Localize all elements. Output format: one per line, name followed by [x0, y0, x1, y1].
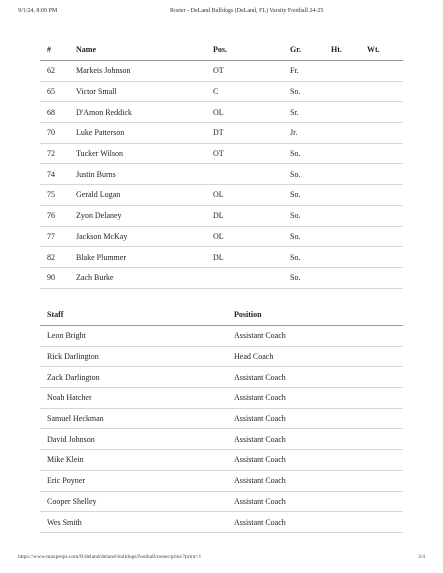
print-url: https://www.maxpreps.com/fl/deland/deland-bulldogs/football/roster/print/?print=1 — [18, 554, 202, 560]
player-position: OL — [213, 190, 224, 200]
player-grade: So. — [290, 211, 301, 221]
player-grade: So. — [290, 87, 301, 97]
table-row — [40, 247, 403, 268]
table-row — [40, 164, 403, 185]
player-number: 76 — [47, 211, 55, 221]
player-name: Markeis Johnson — [76, 66, 131, 76]
player-name: Justin Burns — [76, 169, 116, 179]
staff-position: Assistant Coach — [234, 455, 286, 465]
staff-name: Eric Poyner — [47, 476, 85, 486]
print-footer — [18, 554, 425, 564]
table-row — [40, 326, 403, 347]
staff-header-row — [40, 304, 403, 326]
col-header-grade: Gr. — [290, 45, 302, 54]
player-grade: So. — [290, 169, 301, 179]
table-row — [40, 268, 403, 289]
player-number: 77 — [47, 231, 55, 241]
staff-position: Assistant Coach — [234, 496, 286, 506]
print-page-title: Roster - DeLand Bulldogs (DeLand, FL) Varsity Football 24-25 — [170, 8, 324, 14]
player-grade: So. — [290, 252, 301, 262]
player-position: OT — [213, 149, 224, 159]
staff-name: Leon Bright — [47, 331, 86, 341]
player-number: 68 — [47, 107, 55, 117]
table-row — [40, 185, 403, 206]
player-number: 90 — [47, 273, 55, 283]
player-name: Gerald Logan — [76, 190, 121, 200]
player-grade: So. — [290, 273, 301, 283]
col-header-height: Ht. — [331, 45, 342, 54]
player-number: 82 — [47, 252, 55, 262]
staff-name: Noah Hatcher — [47, 393, 92, 403]
staff-name: Rick Darlington — [47, 352, 99, 362]
staff-position: Assistant Coach — [234, 476, 286, 486]
staff-position: Assistant Coach — [234, 393, 286, 403]
table-row — [40, 388, 403, 409]
player-grade: So. — [290, 149, 301, 159]
print-datetime: 9/1/24, 8:09 PM — [18, 8, 58, 14]
staff-name: Zack Darlington — [47, 372, 100, 382]
col-header-staff: Staff — [47, 310, 64, 319]
player-number: 62 — [47, 66, 55, 76]
table-row — [40, 429, 403, 450]
table-row — [40, 123, 403, 144]
staff-position: Assistant Coach — [234, 331, 286, 341]
col-header-position: Pos. — [213, 45, 227, 54]
staff-position: Assistant Coach — [234, 372, 286, 382]
staff-name: David Johnson — [47, 434, 95, 444]
table-row — [40, 471, 403, 492]
col-header-staff-position: Position — [234, 310, 262, 319]
player-position: C — [213, 87, 219, 97]
col-header-name: Name — [76, 45, 96, 54]
player-name: Zyon Delaney — [76, 211, 122, 221]
player-number: 72 — [47, 149, 55, 159]
staff-position: Head Coach — [234, 352, 274, 362]
col-header-number: # — [47, 45, 51, 54]
staff-position: Assistant Coach — [234, 414, 286, 424]
player-position: DL — [213, 211, 224, 221]
table-row — [40, 367, 403, 388]
player-grade: So. — [290, 190, 301, 200]
staff-name: Mike Klein — [47, 455, 84, 465]
player-position: DL — [213, 252, 224, 262]
player-name: Tucker Wilson — [76, 149, 124, 159]
table-row — [40, 206, 403, 227]
player-number: 75 — [47, 190, 55, 200]
player-grade: Sr. — [290, 107, 299, 117]
roster-table — [40, 39, 403, 289]
table-row — [40, 102, 403, 123]
staff-name: Wes Smith — [47, 517, 82, 527]
table-row — [40, 450, 403, 471]
player-name: Blake Plummer — [76, 252, 126, 262]
player-name: Victor Small — [76, 87, 117, 97]
player-position: OL — [213, 107, 224, 117]
player-grade: Jr. — [290, 128, 298, 138]
player-position: OT — [213, 66, 224, 76]
page-number: 3/4 — [417, 554, 425, 560]
player-name: D'Amon Reddick — [76, 107, 132, 117]
player-grade: So. — [290, 231, 301, 241]
table-row — [40, 61, 403, 82]
player-number: 65 — [47, 87, 55, 97]
player-number: 70 — [47, 128, 55, 138]
col-header-weight: Wt. — [367, 45, 380, 54]
player-name: Jackson McKay — [76, 231, 128, 241]
table-row — [40, 82, 403, 103]
staff-position: Assistant Coach — [234, 517, 286, 527]
table-row — [40, 227, 403, 248]
staff-table — [40, 304, 403, 533]
table-row — [40, 409, 403, 430]
table-row — [40, 347, 403, 368]
table-row — [40, 512, 403, 533]
print-header — [18, 8, 425, 20]
staff-position: Assistant Coach — [234, 434, 286, 444]
player-position: DT — [213, 128, 224, 138]
staff-name: Cooper Shelley — [47, 496, 97, 506]
player-number: 74 — [47, 169, 55, 179]
table-row — [40, 492, 403, 513]
staff-name: Samuel Heckman — [47, 414, 104, 424]
player-position: OL — [213, 231, 224, 241]
roster-header-row — [40, 39, 403, 61]
player-name: Luke Patterson — [76, 128, 125, 138]
player-name: Zach Burke — [76, 273, 114, 283]
table-row — [40, 144, 403, 165]
player-grade: Fr. — [290, 66, 299, 76]
